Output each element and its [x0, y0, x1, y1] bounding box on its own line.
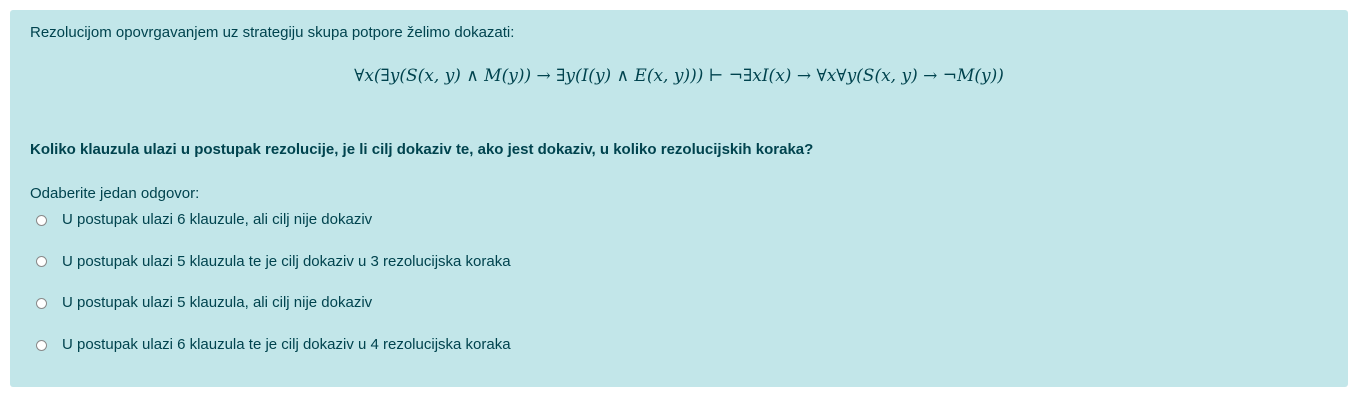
answer-option-4[interactable] [36, 333, 936, 357]
question-intro: Rezolucijom opovrgavanjem uz strategiju skupa potpore želimo dokazati: [30, 24, 515, 41]
answer-label[interactable]: U postupak ulazi 6 klauzula te je cilj dokaziv u 4 rezolucijska koraka [62, 336, 511, 354]
answer-option-3[interactable] [36, 291, 936, 315]
answer-prompt: Odaberite jedan odgovor: [30, 185, 200, 202]
answer-label[interactable]: U postupak ulazi 5 klauzula te je cilj dokaziv u 3 rezolucijska koraka [62, 252, 511, 270]
answer-label[interactable]: U postupak ulazi 5 klauzula, ali cilj nije dokaziv [62, 294, 373, 312]
answer-option-1[interactable] [36, 208, 936, 232]
question-box [10, 10, 1348, 387]
question-text: Koliko klauzula ulazi u postupak rezolucije, je li cilj dokaziv te, ako jest dokaziv, u koliko rezolucijskih koraka? [30, 141, 814, 158]
radio-button[interactable] [36, 340, 47, 351]
logic-formula: ∀x(∃y(S(x, y) ∧ M(y)) → ∃y(I(y) ∧ E(x, y))) ⊢ ¬∃xI(x) → ∀x∀y(S(x, y) → ¬M(y)) [354, 66, 1004, 86]
radio-button[interactable] [36, 298, 47, 309]
answer-list [36, 208, 936, 375]
radio-button[interactable] [36, 215, 47, 226]
radio-button[interactable] [36, 256, 47, 267]
answer-option-2[interactable] [36, 250, 936, 274]
answer-label[interactable]: U postupak ulazi 6 klauzule, ali cilj nije dokaziv [62, 211, 373, 228]
